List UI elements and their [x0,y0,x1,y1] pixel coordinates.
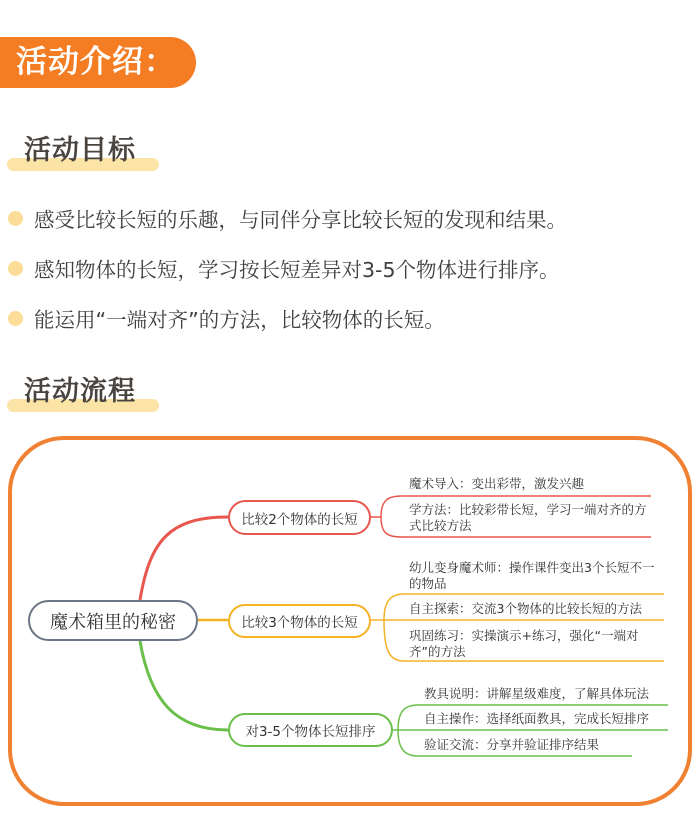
mindmap-leaf: 魔术导入：变出彩带，激发兴趣 [409,476,585,491]
intro-title: 活动介绍： [16,44,176,80]
goal-text: 能运用“一端对齐”的方法，比较物体的长短。 [34,308,445,332]
root-label: 魔术箱里的秘密 [50,611,176,633]
mindmap-leaf: 自主探索：交流3个物体的比较长短的方法 [409,601,642,616]
mindmap-leaf: 自主操作：选择纸面教具，完成长短排序 [424,711,650,726]
mindmap-leaf: 教具说明：讲解星级难度，了解具体玩法 [424,686,650,701]
goal-text: 感受比较长短的乐趣，与同伴分享比较长短的发现和结果。 [34,208,567,232]
goal-text: 感知物体的长短，学习按长短差异对3-5个物体进行排序。 [34,258,560,282]
branch-label: 比较3个物体的长短 [241,615,358,631]
mindmap-leaf: 学方法：比较彩带长短，学习一端对齐的方式比较方法 [409,502,647,533]
mindmap-root-node [28,600,198,641]
mindmap-branch-node [228,604,371,638]
mindmap-branch-node [228,500,371,535]
branch-label: 对3-5个物体长短排序 [245,724,376,740]
goals-title: 活动目标 [24,135,136,166]
mindmap-leaf: 幼儿变身魔术师：操作课件变出3个长短不一的物品 [409,560,655,591]
flow-title: 活动流程 [24,376,136,407]
mindmap-leaf: 验证交流：分享并验证排序结果 [424,737,600,752]
mindmap-leaf: 巩固练习：实操演示+练习，强化“一端对齐”的方法 [409,628,639,659]
branch-label: 比较2个物体的长短 [241,511,358,528]
mindmap-branch-node [228,713,393,747]
